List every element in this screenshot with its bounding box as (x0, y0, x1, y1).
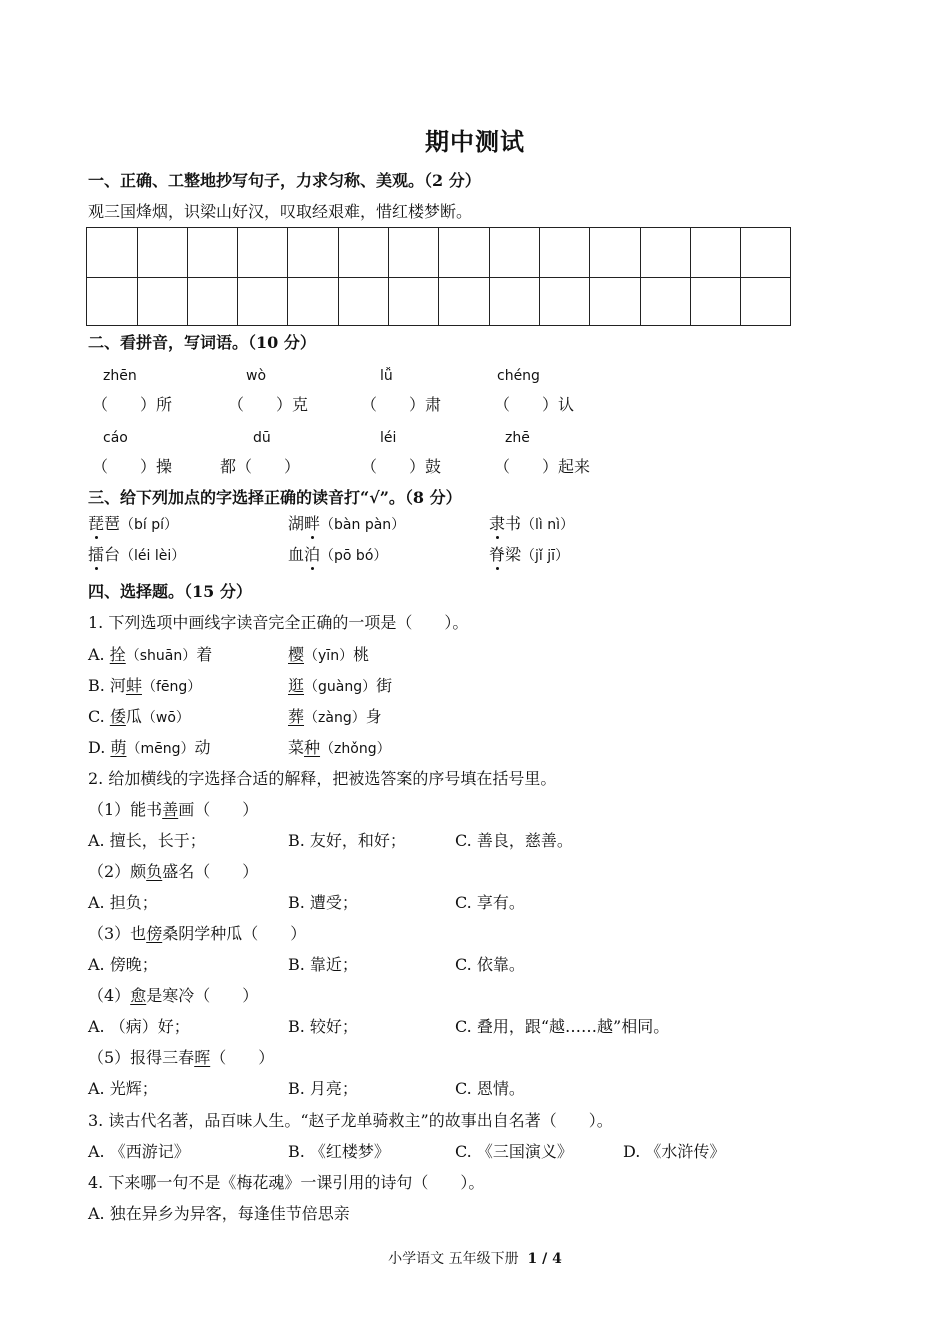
q2-sub-question: （3）也傍桑阴学种瓜（ ） (88, 924, 307, 943)
q2-option[interactable]: A. 擅长，长于； (88, 831, 206, 850)
q2-option[interactable]: A. （病）好； (88, 1017, 190, 1036)
writing-grid[interactable] (86, 227, 791, 326)
q2-option[interactable]: A. 担负； (88, 893, 158, 912)
q3-option[interactable]: B. 《红楼梦》 (288, 1142, 390, 1161)
question-2-stem: 2. 给加横线的字选择合适的解释，把被选答案的序号填在括号里。 (88, 769, 557, 788)
question-3-stem: 3. 读古代名著，品百味人生。“赵子龙单骑救主”的故事出自名著（ ）。 (88, 1111, 613, 1130)
word-blank[interactable]: （ ）所 (92, 395, 173, 414)
dotted-word-item: 脊梁（jǐ jī） (489, 545, 570, 564)
q2-option[interactable]: C. 享有。 (455, 893, 525, 912)
pinyin-label: wò (246, 368, 267, 384)
q1-option-left[interactable]: B. 河蚌（fēng） (88, 676, 202, 695)
q2-option[interactable]: C. 叠用，跟“越……越”相同。 (455, 1017, 670, 1036)
word-blank[interactable]: （ ）肃 (361, 395, 442, 414)
q3-option[interactable]: D. 《水浒传》 (623, 1142, 726, 1161)
dotted-word-item: 琵琶（bí pí） (88, 514, 179, 533)
dotted-word-item: 擂台（léi lèi） (88, 545, 186, 564)
pinyin-options[interactable]: （bàn pàn） (320, 517, 406, 533)
dotted-char: 擂 (88, 545, 105, 564)
q2-sub-question: （1）能书善画（ ） (88, 800, 259, 819)
page-footer (0, 1248, 950, 1268)
section-1-heading: 一、正确、工整地抄写句子，力求匀称、美观。（2 分） (88, 171, 481, 190)
question-4-stem: 4. 下来哪一句不是《梅花魂》一课引用的诗句（ ）。 (88, 1173, 485, 1192)
q2-option[interactable]: B. 遭受； (288, 893, 358, 912)
q1-option-left[interactable]: A. 拴（shuān）着 (88, 645, 213, 664)
dotted-char: 畔 (304, 514, 321, 533)
section-3-heading: 三、给下列加点的字选择正确的读音打“√”。（8 分） (88, 488, 462, 507)
footer-subject: 小学语文 五年级下册 (388, 1251, 519, 1267)
dotted-char: 泊 (304, 545, 321, 564)
q2-option[interactable]: C. 依靠。 (455, 955, 525, 974)
pinyin-options[interactable]: （pō bó） (320, 548, 388, 564)
q1-option-left[interactable]: C. 倭瓜（wō） (88, 707, 190, 726)
dotted-word-item: 湖畔（bàn pàn） (288, 514, 406, 533)
q2-option[interactable]: B. 月亮； (288, 1079, 358, 1098)
q1-option-right: 菜种（zhǒng） (288, 738, 391, 757)
dotted-word-item: 血泊（pō bó） (288, 545, 388, 564)
dotted-char: 琵 (88, 514, 105, 533)
section-4-heading: 四、选择题。（15 分） (88, 582, 252, 601)
q2-option[interactable]: C. 善良，慈善。 (455, 831, 573, 850)
q2-sub-question: （2）颇负盛名（ ） (88, 862, 259, 881)
copy-sentence: 观三国烽烟，识梁山好汉，叹取经艰难，惜红楼梦断。 (88, 202, 473, 221)
pinyin-options[interactable]: （jǐ jī） (521, 548, 570, 564)
page-title: 期中测试 (425, 127, 525, 156)
word-blank[interactable]: （ ）认 (494, 395, 575, 414)
pinyin-label: zhēn (103, 368, 137, 384)
q2-sub-question: （4）愈是寒冷（ ） (88, 986, 259, 1005)
pinyin-label: dū (253, 430, 271, 446)
word-blank[interactable]: （ ）操 (92, 457, 173, 476)
dotted-char: 脊 (489, 545, 506, 564)
dotted-char: 隶 (489, 514, 506, 533)
q2-option[interactable]: B. 友好，和好； (288, 831, 406, 850)
pinyin-options[interactable]: （léi lèi） (120, 548, 186, 564)
q1-option-right: 樱（yīn）桃 (288, 645, 370, 664)
section-2-heading: 二、看拼音，写词语。（10 分） (88, 333, 316, 352)
question-1-stem: 1. 下列选项中画线字读音完全正确的一项是（ ）。 (88, 613, 469, 632)
word-blank[interactable]: （ ）鼓 (361, 457, 442, 476)
page-number: 1 / 4 (527, 1251, 562, 1267)
q3-option[interactable]: C. 《三国演义》 (455, 1142, 573, 1161)
word-blank[interactable]: 都（ ） (220, 457, 301, 476)
pinyin-label: cáo (103, 430, 128, 446)
pinyin-label: lǚ (380, 368, 393, 384)
q2-option[interactable]: C. 恩情。 (455, 1079, 525, 1098)
q2-option[interactable]: A. 傍晚； (88, 955, 158, 974)
q4-option[interactable]: A. 独在异乡为异客，每逢佳节倍思亲 (88, 1204, 350, 1223)
q2-sub-question: （5）报得三春晖（ ） (88, 1048, 275, 1067)
dotted-word-item: 隶书（lì nì） (489, 514, 575, 533)
q2-option[interactable]: B. 靠近； (288, 955, 358, 974)
q1-option-left[interactable]: D. 萌（mēng）动 (88, 738, 211, 757)
pinyin-label: chéng (497, 368, 540, 384)
pinyin-options[interactable]: （lì nì） (521, 517, 575, 533)
q1-option-right: 逛（guàng）街 (288, 676, 393, 695)
pinyin-options[interactable]: （bí pí） (120, 517, 179, 533)
q1-option-right: 葬（zàng）身 (288, 707, 382, 726)
q3-option[interactable]: A. 《西游记》 (88, 1142, 190, 1161)
pinyin-label: léi (380, 430, 397, 446)
q2-option[interactable]: B. 较好； (288, 1017, 358, 1036)
word-blank[interactable]: （ ）克 (228, 395, 309, 414)
word-blank[interactable]: （ ）起来 (494, 457, 591, 476)
q2-option[interactable]: A. 光辉； (88, 1079, 158, 1098)
pinyin-label: zhē (505, 430, 530, 446)
